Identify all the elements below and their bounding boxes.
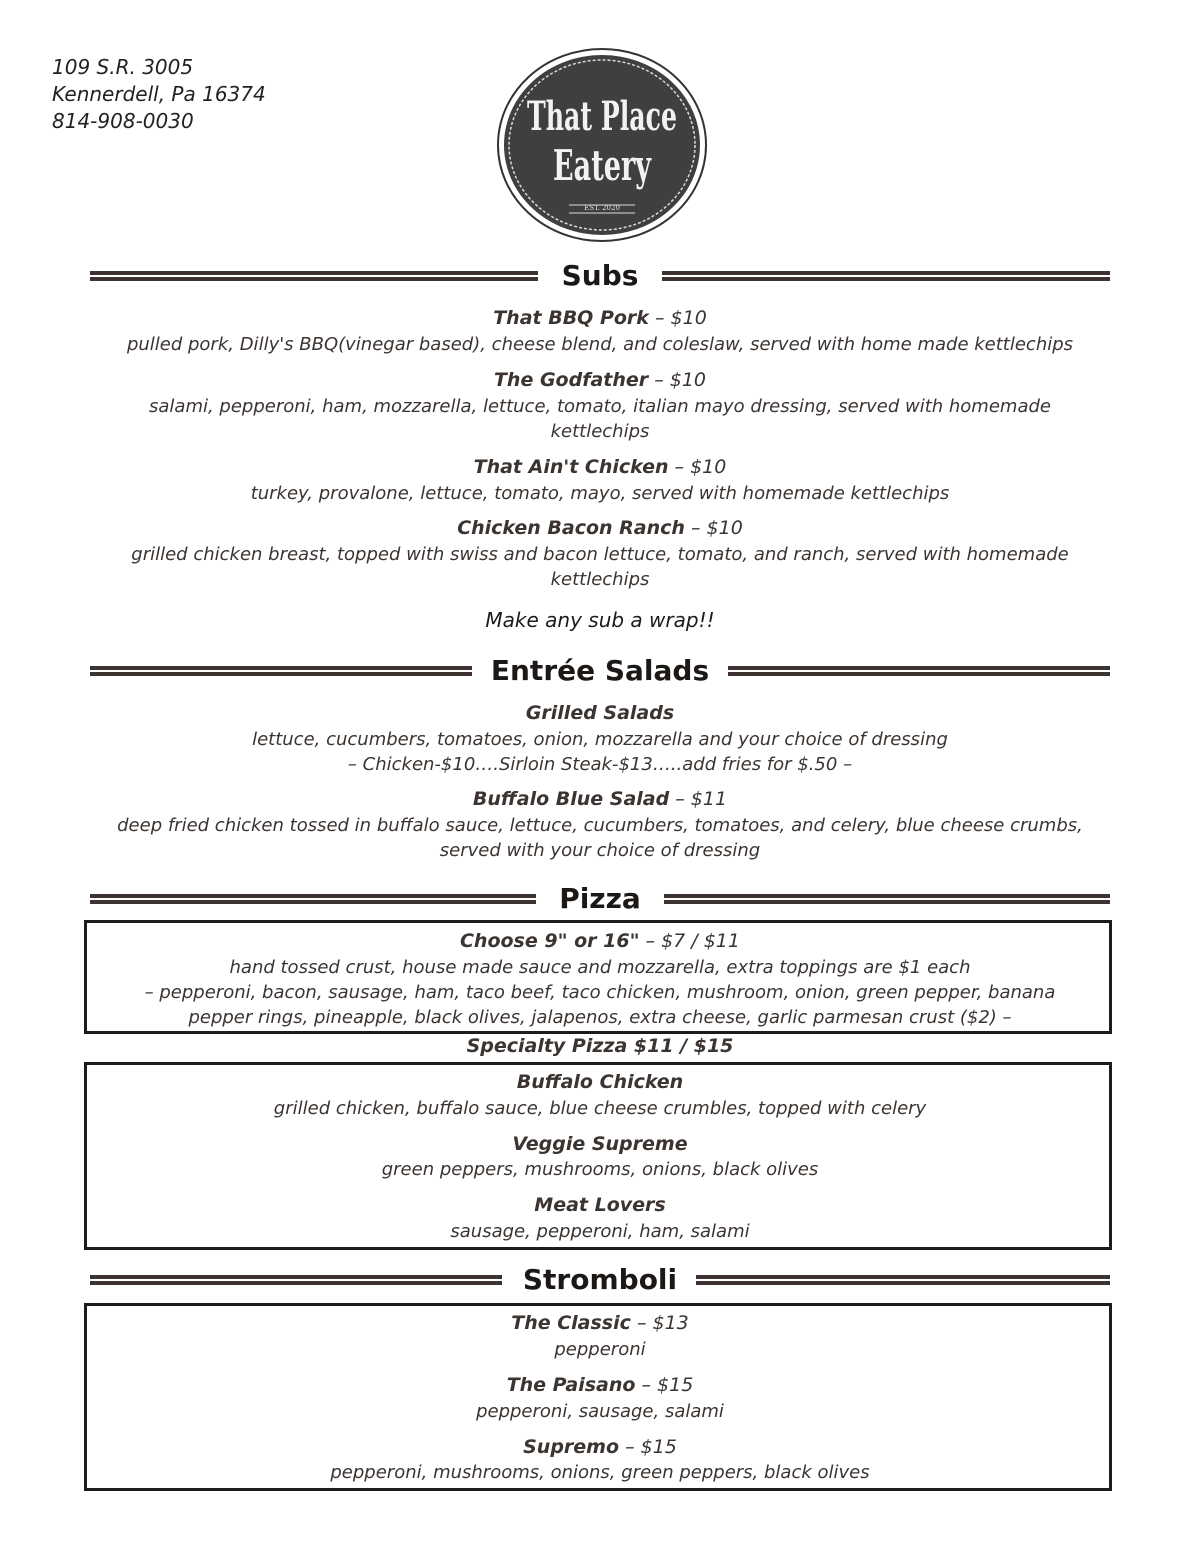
menu-item-description: green peppers, mushrooms, onions, black olives xyxy=(381,1159,819,1180)
menu-item-price: – $10 xyxy=(648,369,707,391)
menu-item-description: salami, pepperoni, ham, mozzarella, lettuce, tomato, italian mayo dressing, served with homemade kettlechips xyxy=(149,396,1051,442)
menu-item-name: Grilled Salads xyxy=(525,702,675,724)
subs-section-header xyxy=(90,258,1110,294)
menu-item-description: deep fried chicken tossed in buffalo sauce, lettuce, cucumbers, tomatoes, and celery, blue cheese crumbs, served with your choice of dressing xyxy=(117,815,1083,861)
pizza-section-header xyxy=(90,881,1110,917)
menu-item-description: hand tossed crust, house made sauce and mozzarella, extra toppings are $1 each xyxy=(229,957,971,978)
menu-item-price: – $15 xyxy=(619,1436,677,1458)
section-title: Stromboli xyxy=(522,1263,678,1296)
restaurant-address xyxy=(52,54,266,135)
menu-item-description: grilled chicken, buffalo sauce, blue cheese crumbles, topped with celery xyxy=(273,1098,927,1119)
menu-item-description: sausage, pepperoni, ham, salami xyxy=(450,1221,750,1242)
menu-item-name: That Ain't Chicken – $10 xyxy=(473,456,727,478)
section-title: Pizza xyxy=(559,882,641,915)
salads-section-header xyxy=(90,653,1110,689)
menu-item-price: – $13 xyxy=(630,1312,689,1334)
menu-item-price: – $7 / $11 xyxy=(639,930,740,952)
menu-item-description: pulled pork, Dilly's BBQ(vinegar based), cheese blend, and coleslaw, served with home made kettlechips xyxy=(126,334,1074,355)
menu-item-price: – $11 xyxy=(669,788,728,810)
menu-item-name: Supremo – $15 xyxy=(523,1436,677,1458)
menu-item-description: pepperoni xyxy=(554,1339,646,1360)
menu-item-name: That BBQ Pork – $10 xyxy=(493,307,707,329)
menu-item-name: Buffalo Blue Salad – $11 xyxy=(472,788,728,810)
wrap-note: Make any sub a wrap!! xyxy=(485,608,715,632)
street-address: 109 S.R. 3005 xyxy=(52,55,194,79)
logo-line1: That Place xyxy=(527,93,677,140)
menu-item-name: Chicken Bacon Ranch – $10 xyxy=(457,517,743,539)
section-title: Entrée Salads xyxy=(490,654,710,687)
menu-item-price: – $15 xyxy=(635,1374,694,1396)
menu-item-description: pepperoni, mushrooms, onions, green peppers, black olives xyxy=(330,1462,870,1483)
menu-item-description: grilled chicken breast, topped with swiss and bacon lettuce, tomato, and ranch, served with homemade kettlechips xyxy=(131,544,1069,590)
menu-item-name: The Godfather – $10 xyxy=(493,369,707,391)
logo-line2: Eatery xyxy=(553,141,653,190)
logo-established: EST. 2020 xyxy=(584,204,620,212)
section-title: Subs xyxy=(561,259,639,292)
toppings-list: – pepperoni, bacon, sausage, ham, taco beef, taco chicken, mushroom, onion, green pepper, banana pepper rings, pineapple, black olives, jalapenos, extra cheese, garlic parmesan crust ($2) – xyxy=(144,982,1056,1028)
menu-item-price: – $10 xyxy=(668,456,727,478)
menu-item-name: The Classic – $13 xyxy=(511,1312,689,1334)
menu-item-name: The Paisano – $15 xyxy=(506,1374,694,1396)
menu-item-price: – $10 xyxy=(648,307,707,329)
phone-number: 814-908-0030 xyxy=(52,109,194,133)
menu-item-options: – Chicken-$10….Sirloin Steak-$13…..add fries for $.50 – xyxy=(347,754,853,775)
menu-item-description: turkey, provalone, lettuce, tomato, mayo, served with homemade kettlechips xyxy=(250,483,950,504)
menu-item-name: Buffalo Chicken xyxy=(516,1071,684,1093)
menu-item-description: lettuce, cucumbers, tomatoes, onion, mozzarella and your choice of dressing xyxy=(252,729,948,750)
menu-item-name: Choose 9" or 16" – $7 / $11 xyxy=(459,930,740,952)
menu-item-price: – $10 xyxy=(684,517,743,539)
menu-item-description: pepperoni, sausage, salami xyxy=(476,1401,724,1422)
city-state-zip: Kennerdell, Pa 16374 xyxy=(52,82,266,106)
specialty-pizza-label: Specialty Pizza $11 / $15 xyxy=(466,1035,734,1057)
restaurant-logo xyxy=(497,48,707,243)
stromboli-section-header xyxy=(90,1262,1110,1298)
menu-item-name: Veggie Supreme xyxy=(512,1133,688,1155)
menu-item-name: Meat Lovers xyxy=(534,1194,666,1216)
